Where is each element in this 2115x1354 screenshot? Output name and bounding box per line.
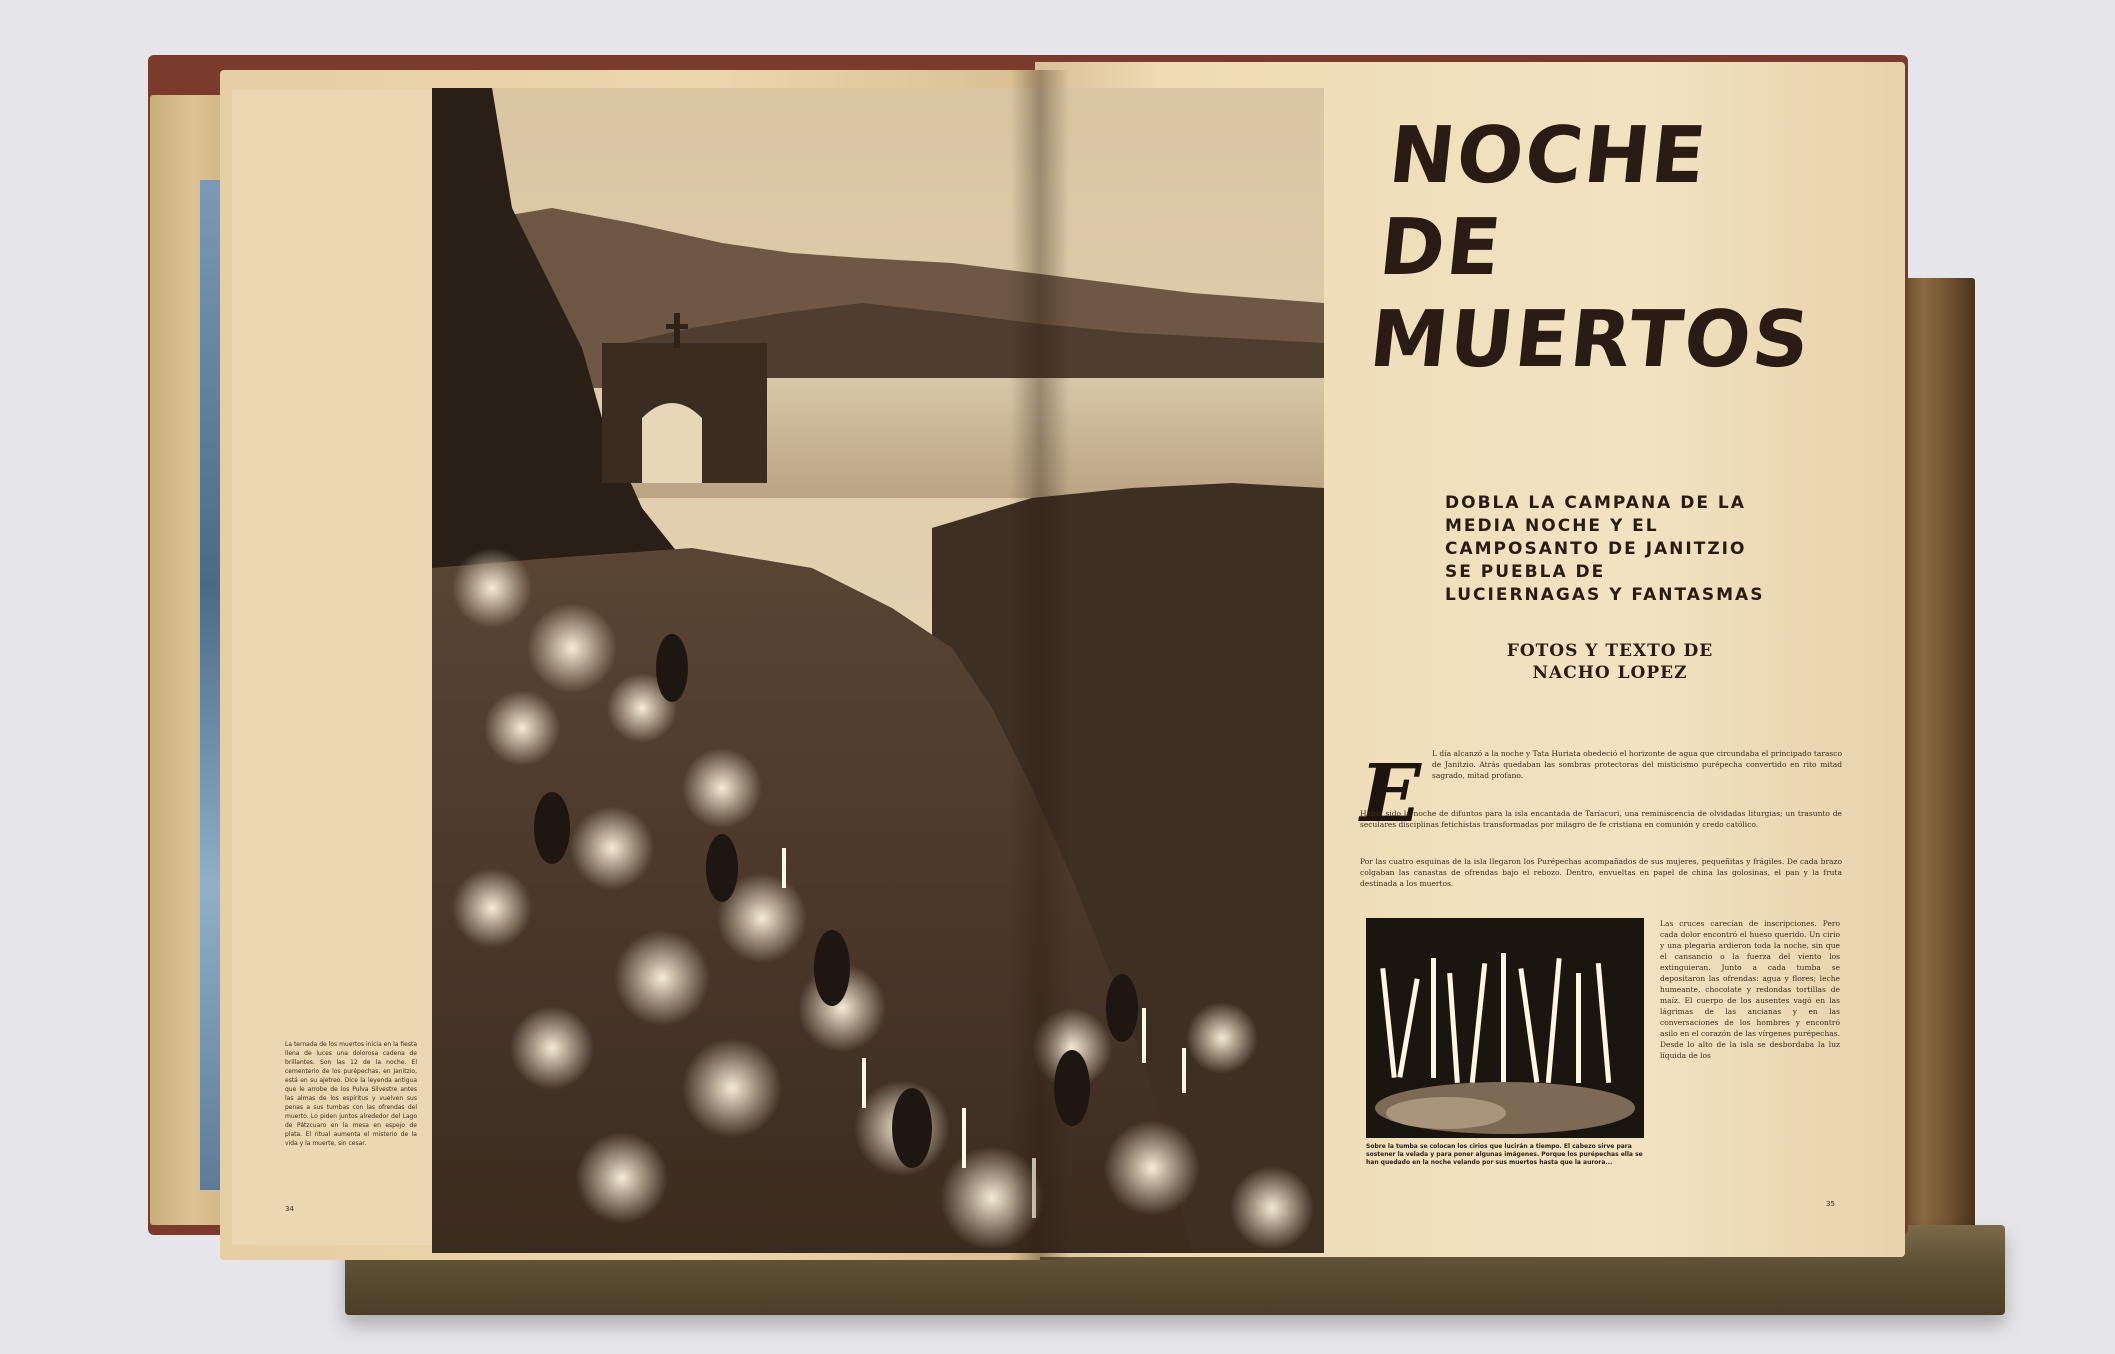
- page-number-left: 34: [285, 1205, 294, 1213]
- body-column: Las cruces carecían de inscripciones. Pero cada dolor encontró el hueso querido. Un cirio y una plegaria ardieron toda la noche, sin que el cansancio o la fuerza del viento los extinguieran. Junto a cada tumba se depositaron las ofrendas: agua y flores; leche humeante, chocolate y redondas tortillas de maíz. El cuerpo de los ausentes vagó en las lágrimas de las ancianas y en las conversaciones de los hombres y encontró asilo en el corazón de las vírgenes purépechas. Desde lo alto de la isla se desbordaba la luz líquida de los: [1660, 919, 1840, 1060]
- title-line-2: DE: [1375, 203, 1507, 293]
- title-line-3: MUERTOS: [1365, 295, 1816, 385]
- inset-candles-photograph: [1366, 918, 1644, 1138]
- credits-line-1: FOTOS Y TEXTO DE: [1506, 641, 1714, 661]
- article-credits: [1470, 640, 1750, 684]
- page-number-right: 35: [1826, 1200, 1835, 1208]
- article-subtitle: DOBLA LA CAMPANA DE LA MEDIA NOCHE Y EL CAMPOSANTO DE JANITZIO SE PUEBLA DE LUCIERNAGAS Y FANTASMAS: [1445, 493, 1765, 605]
- body-paragraph-3: Por las cuatro esquinas de la isla llegaron los Purépechas acompañados de sus mujeres, pequeñitas y frágiles. De cada brazo colgaban las canastas de ofrendas bajo el rebozo. Dentro, envueltas en papel de china las golosinas, el pan y la fruta destinada a los muertos.: [1360, 857, 1842, 888]
- credits-line-2: NACHO LOPEZ: [1532, 663, 1688, 683]
- title-line-1: NOCHE: [1384, 111, 1712, 201]
- cemetery-night-photograph: [432, 88, 1324, 1253]
- body-paragraph-2: Había sido la noche de difuntos para la isla encantada de Taríacuri, una reminiscencia de olvidadas liturgias; un trasunto de seculares disciplinas fetichistas transformadas por milagro de fe cristiana en comunión y credo católico.: [1360, 809, 1842, 829]
- body-paragraph-1: L día alcanzó a la noche y Tata Huriata obedeció el horizonte de agua que circundaba el principado tarasco de Janitzio. Atrás quedaban las sombras protectoras del misticismo purépecha convertido en rito mitad sagrado, mitad profano.: [1432, 749, 1842, 780]
- left-photo-caption: La ternada de los muertos inicia en la fiesta llena de luces una dolorosa cadena de brillantes. Son las 12 de la noche. El cementerio de los purépechas, en Janitzio, está en su ajetreo. Dice la leyenda antigua que le arrobe de los Pulva Silvestre antes las almas de los espíritus y vuelven sus penas a sus tumbas con las ofrendas del muerto. Lo piden juntos alrededor del Lago de Pátzcuaro en la mesa en espejo de plata. El ritual aumenta el misterio de la vida y la muerte, sin cesar.: [285, 1041, 417, 1147]
- inset-photo-caption: Sobre la tumba se colocan los cirios que lucirán a tiempo. El cabezo sirve para sostener la velada y para poner algunas imágenes. Porque los purépechas ella se han quedado en la noche velando por sus muertos hasta que la aurora...: [1366, 1143, 1643, 1166]
- article-title: [1365, 110, 1834, 386]
- drop-cap: E: [1360, 746, 1421, 840]
